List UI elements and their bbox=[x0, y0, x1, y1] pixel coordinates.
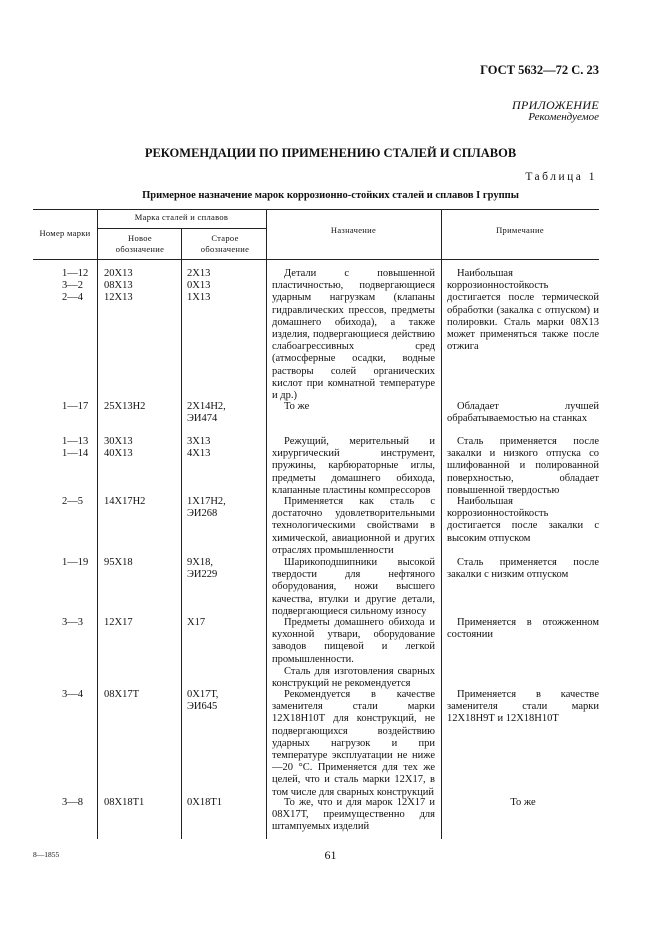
table-cell: 1—19 bbox=[62, 557, 89, 568]
table-cell: То же bbox=[284, 401, 310, 412]
table-cell: 1—17 bbox=[62, 401, 89, 412]
table-cell: 1—14 bbox=[62, 448, 89, 460]
table-cell: То же, что и для марок 12Х17 и 08Х17Т, преимущественно для штампуемых изделий bbox=[272, 797, 435, 833]
table-row-8-new bbox=[104, 797, 180, 809]
table-label: Таблица 1 bbox=[525, 171, 597, 183]
table-row-7-nums bbox=[62, 689, 97, 701]
table-cell: 4Х13 bbox=[187, 448, 211, 460]
table-cell: Применяется в отожженном состоянии bbox=[447, 617, 599, 641]
table-cell: 30Х13 bbox=[104, 436, 133, 447]
table-cell: 1Х13 bbox=[187, 292, 211, 304]
col-header-new: Новое обозначение bbox=[115, 233, 165, 254]
table-row-5-purpose bbox=[272, 557, 435, 618]
table-cell: 2—4 bbox=[62, 292, 83, 304]
table-cell: 14Х17Н2 bbox=[104, 496, 146, 507]
table-row-6-note bbox=[447, 617, 599, 641]
table-row-3-new bbox=[104, 436, 180, 460]
table-row-8-note bbox=[447, 797, 599, 809]
print-code: 8—1855 bbox=[33, 850, 60, 859]
table-row-2-new bbox=[104, 401, 180, 413]
table-cell: Режущий, мерительный и хирургический инструмент, пружины, карбюраторные иглы, предметы домашнего обихода, клапанные пластины компрессоров bbox=[272, 436, 435, 496]
table-row-3-nums bbox=[62, 436, 97, 460]
col-divider-4 bbox=[441, 209, 442, 839]
table-row-3-note bbox=[447, 436, 599, 497]
table-row-7-old bbox=[187, 689, 265, 713]
table-cell: Применяется в качестве заменителя стали марки 12Х18Н9Т и 12Х18Н10Т bbox=[447, 689, 599, 725]
col-divider-3 bbox=[266, 209, 267, 839]
table-cell: Наибольшая коррозионностойкость достигается после термической обработки (закалка с отпуском) и полировки. Сталь марки 08Х13 может применяться также после отжига bbox=[447, 268, 599, 353]
table-row-6-new bbox=[104, 617, 180, 629]
table-cell: 0Х17Т, bbox=[187, 689, 219, 700]
table-row-5-old bbox=[187, 557, 265, 581]
table-cell: 1—13 bbox=[62, 436, 89, 447]
table-cell: Обладает лучшей обрабатываемостью на станках bbox=[447, 401, 599, 425]
table-cell: 0Х18Т1 bbox=[187, 797, 222, 808]
table-cell: 40Х13 bbox=[104, 448, 133, 460]
table-cell: 08Х18Т1 bbox=[104, 797, 145, 808]
table-cell: Х17 bbox=[187, 617, 206, 628]
table-cell: 2—5 bbox=[62, 496, 83, 507]
table-cell: 3—8 bbox=[62, 797, 83, 808]
table-row-4-old bbox=[187, 496, 265, 520]
table-row-2-old bbox=[187, 401, 265, 425]
table-cell: То же bbox=[510, 797, 536, 808]
table-row-6-purpose bbox=[272, 617, 435, 690]
col-header-purpose: Назначение bbox=[330, 225, 377, 235]
col-header-note: Примечание bbox=[496, 225, 544, 235]
table-cell: 95Х18 bbox=[104, 557, 133, 568]
table-row-2-note bbox=[447, 401, 599, 425]
appendix-label: ПРИЛОЖЕНИЕ bbox=[512, 98, 599, 112]
table-cell: 1Х17Н2, bbox=[187, 496, 226, 507]
table-cell: 08Х17Т bbox=[104, 689, 139, 700]
table-row-6-old bbox=[187, 617, 265, 629]
col-divider-1 bbox=[97, 209, 98, 839]
table-row-4-new bbox=[104, 496, 180, 508]
header-bottom-rule bbox=[33, 259, 599, 260]
col-header-number: Номер марки bbox=[39, 228, 91, 238]
table-row-1-purpose bbox=[272, 268, 435, 402]
table-cell: ЭИ645 bbox=[187, 701, 218, 713]
table-cell: Применяется как сталь с достаточно удовлетворительными технологическими свойствами в химической, авиационной и других отраслях промышленности bbox=[272, 496, 435, 556]
table-top-rule bbox=[33, 209, 599, 210]
table-cell: Наибольшая коррозионностойкость достигается после закалки с высоким отпуском bbox=[447, 496, 599, 544]
table-row-7-new bbox=[104, 689, 180, 701]
table-row-5-nums bbox=[62, 557, 97, 569]
table-row-8-purpose bbox=[272, 797, 435, 834]
page-title: РЕКОМЕНДАЦИИ ПО ПРИМЕНЕНИЮ СТАЛЕЙ И СПЛАВОВ bbox=[144, 146, 517, 160]
table-cell: Сталь применяется после закалки с низким отпуском bbox=[447, 557, 599, 581]
table-caption: Примерное назначение марок коррозионно-стойких сталей и сплавов I группы bbox=[142, 190, 519, 201]
table-row-1-note bbox=[447, 268, 599, 353]
table-cell: 25Х13Н2 bbox=[104, 401, 146, 412]
table-cell: 0Х13 bbox=[187, 280, 211, 292]
table-row-5-new bbox=[104, 557, 180, 569]
table-row-1-old bbox=[187, 268, 265, 305]
table-cell: 12Х17 bbox=[104, 617, 133, 628]
col-divider-2 bbox=[181, 228, 182, 839]
table-row-4-nums bbox=[62, 496, 97, 508]
recommended-label: Рекомендуемое bbox=[528, 111, 599, 123]
table-cell: 2Х14Н2, bbox=[187, 401, 226, 412]
table-row-2-purpose bbox=[272, 401, 435, 413]
table-cell: 08Х13 bbox=[104, 280, 133, 292]
table-row-3-old bbox=[187, 436, 265, 460]
table-cell: Сталь применяется после закалки и низкого отпуска со шлифованной и полированной поверхностью, обладает повышенной твердостью bbox=[447, 436, 599, 496]
table-row-7-purpose bbox=[272, 689, 435, 799]
col-header-old: Старое обозначение bbox=[200, 233, 250, 254]
table-cell: 3—2 bbox=[62, 280, 83, 292]
table-cell: Предметы домашнего обихода и кухонной утвари, оборудование заводов пищевой и легкой промышленности. bbox=[272, 617, 435, 665]
table-cell: 2Х13 bbox=[187, 268, 211, 279]
table-row-3-purpose bbox=[272, 436, 435, 497]
table-cell: Сталь для изготовления сварных конструкций не рекомендуется bbox=[272, 665, 435, 690]
table-row-7-note bbox=[447, 689, 599, 726]
table-cell: ЭИ268 bbox=[187, 508, 218, 520]
table-row-1-new bbox=[104, 268, 180, 305]
table-cell: 3Х13 bbox=[187, 436, 211, 447]
table-cell: 3—3 bbox=[62, 617, 83, 628]
table-row-4-purpose bbox=[272, 496, 435, 557]
table-cell: 3—4 bbox=[62, 689, 83, 700]
table-row-6-nums bbox=[62, 617, 97, 629]
table-cell: ЭИ229 bbox=[187, 569, 218, 581]
table-row-8-nums bbox=[62, 797, 97, 809]
page-number: 61 bbox=[324, 848, 337, 862]
table-cell: 12Х13 bbox=[104, 292, 133, 304]
table-cell: ЭИ474 bbox=[187, 413, 218, 425]
table-cell: Шарикоподшипники высокой твердости для нефтяного оборудования, ножи высшего качества, втулки и другие детали, подвергающиеся сильному износу bbox=[272, 557, 435, 617]
col-header-grade: Марка сталей и сплавов bbox=[134, 212, 229, 222]
table-cell: 1—12 bbox=[62, 268, 89, 279]
table-cell: Детали с повышенной пластичностью, подвергающиеся ударным нагрузкам (клапаны гидравлических прессов, предметы домашнего обихода), а также изделия, подвергающиеся действию слабоагрессивных сред (атмосферные осадки, водные растворы солей органических кислот при комнатной температуре и др.) bbox=[272, 268, 435, 402]
table-row-1-nums bbox=[62, 268, 97, 305]
table-row-8-old bbox=[187, 797, 265, 809]
table-row-4-note bbox=[447, 496, 599, 545]
table-cell: 9Х18, bbox=[187, 557, 213, 568]
table-row-5-note bbox=[447, 557, 599, 581]
table-cell: Рекомендуется в качестве заменителя стали марки 12Х18Н10Т для конструкций, не подвергающихся воздействию ударных нагрузок и при температуре эксплуатации не ниже —20 °С. Применяется для тех же целей, что и сталь марки 12Х17, в том числе для сварных конструкций bbox=[272, 689, 435, 798]
table-cell: 20Х13 bbox=[104, 268, 133, 279]
table-row-2-nums bbox=[62, 401, 97, 413]
standard-header: ГОСТ 5632—72 С. 23 bbox=[480, 63, 599, 77]
